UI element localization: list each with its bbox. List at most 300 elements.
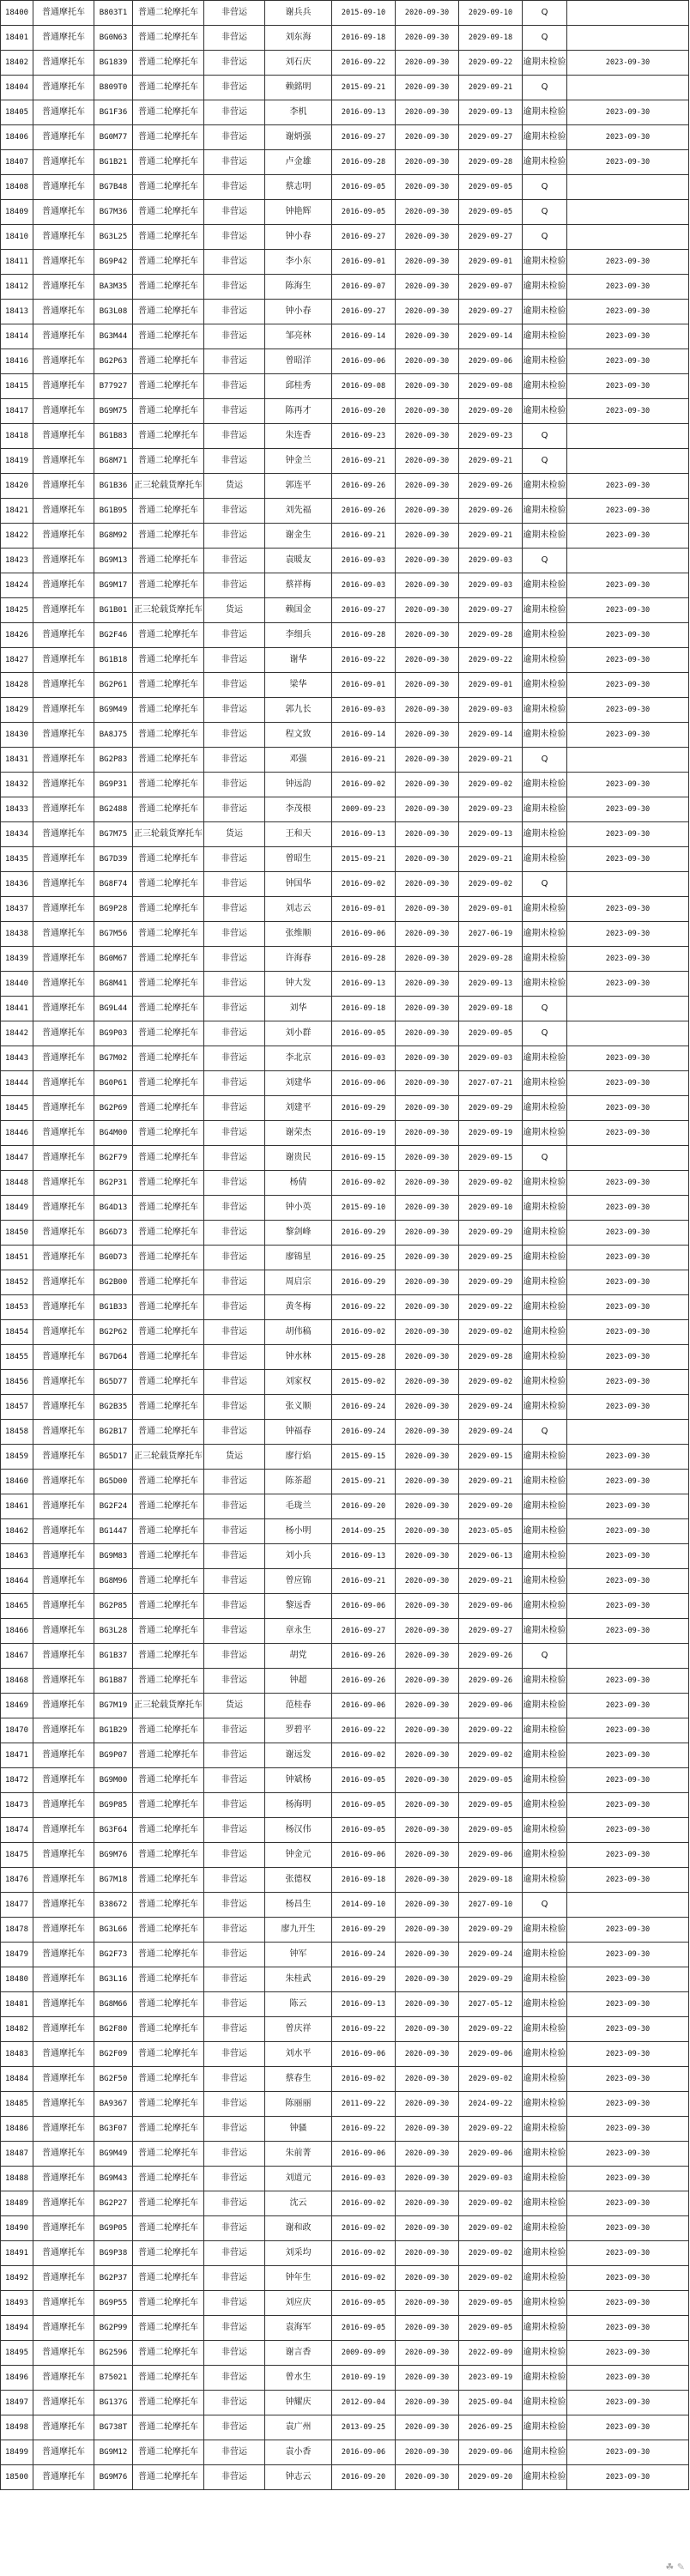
cell-scrap-date: 2029-09-22 [459, 1718, 523, 1743]
cell-overdue-date: 2023-09-30 [567, 897, 689, 922]
cell-name: 赖銘明 [265, 76, 332, 100]
cell-scrap-date: 2023-09-19 [459, 2366, 523, 2391]
cell-reg-date: 2016-09-13 [332, 822, 396, 847]
cell-name: 刘建平 [265, 1096, 332, 1121]
cell-scrap-date: 2029-09-06 [459, 2042, 523, 2067]
cell-inspect-date: 2020-09-30 [396, 1818, 459, 1843]
cell-id: 18475 [1, 1843, 33, 1868]
cell-model: 普通二轮摩托车 [133, 1868, 204, 1893]
cell-inspect-date: 2020-09-30 [396, 374, 459, 399]
cell-use: 非营运 [204, 1569, 265, 1594]
cell-id: 18492 [1, 2266, 33, 2291]
cell-status: 逾期未检验 [523, 1868, 567, 1893]
cell-name: 杨小明 [265, 1519, 332, 1544]
cell-scrap-date: 2029-09-20 [459, 399, 523, 424]
cell-name: 卢金雄 [265, 150, 332, 175]
table-row [1, 100, 689, 125]
cell-name: 钟国华 [265, 872, 332, 897]
cell-plate: BG1B83 [94, 424, 133, 449]
cell-reg-date: 2016-09-27 [332, 598, 396, 623]
cell-reg-date: 2016-09-06 [332, 2440, 396, 2465]
cell-inspect-date: 2020-09-30 [396, 399, 459, 424]
cell-type: 普通摩托车 [33, 1519, 94, 1544]
cell-model: 普通二轮摩托车 [133, 947, 204, 972]
cell-use: 非营运 [204, 1818, 265, 1843]
cell-reg-date: 2016-09-21 [332, 1569, 396, 1594]
cell-inspect-date: 2020-09-30 [396, 947, 459, 972]
table-row [1, 374, 689, 399]
cell-name: 蔡春生 [265, 2067, 332, 2092]
cell-type: 普通摩托车 [33, 275, 94, 300]
cell-status: 逾期未检验 [523, 1171, 567, 1196]
cell-overdue-date: 2023-09-30 [567, 1768, 689, 1793]
cell-name: 曾应锦 [265, 1569, 332, 1594]
cell-inspect-date: 2020-09-30 [396, 1943, 459, 1967]
cell-plate: BG137G [94, 2391, 133, 2415]
cell-plate: BG1447 [94, 1519, 133, 1544]
table-row [1, 549, 689, 573]
cell-status: 逾期未检验 [523, 2316, 567, 2341]
cell-scrap-date: 2029-09-21 [459, 847, 523, 872]
cell-scrap-date: 2029-09-28 [459, 1345, 523, 1370]
table-row [1, 573, 689, 598]
cell-plate: BG5D17 [94, 1445, 133, 1470]
cell-reg-date: 2016-09-29 [332, 1270, 396, 1295]
table-row [1, 424, 689, 449]
cell-reg-date: 2016-09-05 [332, 2316, 396, 2341]
cell-status: 逾期未检验 [523, 947, 567, 972]
cell-overdue-date: 2023-09-30 [567, 1295, 689, 1320]
cell-scrap-date: 2022-09-09 [459, 2341, 523, 2366]
cell-id: 18461 [1, 1494, 33, 1519]
table-row [1, 1768, 689, 1793]
cell-inspect-date: 2020-09-30 [396, 1644, 459, 1669]
cell-name: 朱连香 [265, 424, 332, 449]
cell-model: 普通二轮摩托车 [133, 549, 204, 573]
table-row [1, 1295, 689, 1320]
cell-scrap-date: 2029-09-13 [459, 972, 523, 997]
cell-scrap-date: 2029-09-27 [459, 125, 523, 150]
cell-model: 普通二轮摩托车 [133, 1, 204, 26]
cell-status: 逾期未检验 [523, 2465, 567, 2490]
cell-reg-date: 2016-09-06 [332, 1594, 396, 1619]
cell-inspect-date: 2020-09-30 [396, 300, 459, 324]
cell-id: 18497 [1, 2391, 33, 2415]
cell-name: 钟小春 [265, 225, 332, 250]
cell-name: 谢贵民 [265, 1146, 332, 1171]
cell-type: 普通摩托车 [33, 847, 94, 872]
cell-type: 普通摩托车 [33, 1395, 94, 1420]
cell-use: 非营运 [204, 922, 265, 947]
cell-overdue-date: 2023-09-30 [567, 623, 689, 648]
cell-use: 非营运 [204, 1420, 265, 1445]
cell-overdue-date: 2023-09-30 [567, 2216, 689, 2241]
cell-scrap-date: 2026-09-25 [459, 2415, 523, 2440]
cell-scrap-date: 2029-09-21 [459, 1569, 523, 1594]
cell-type: 普通摩托车 [33, 2216, 94, 2241]
cell-name: 钟金元 [265, 1843, 332, 1868]
cell-overdue-date: 2023-09-30 [567, 1694, 689, 1718]
cell-plate: BG1839 [94, 51, 133, 76]
cell-type: 普通摩托车 [33, 1868, 94, 1893]
table-row [1, 1370, 689, 1395]
cell-id: 18425 [1, 598, 33, 623]
cell-id: 18437 [1, 897, 33, 922]
cell-status: 逾期未检验 [523, 2167, 567, 2191]
cell-reg-date: 2016-09-06 [332, 349, 396, 374]
cell-plate: BG9M49 [94, 2142, 133, 2167]
cell-reg-date: 2015-09-10 [332, 1, 396, 26]
table-row [1, 698, 689, 723]
cell-inspect-date: 2020-09-30 [396, 2366, 459, 2391]
cell-status: 逾期未检验 [523, 1918, 567, 1943]
cell-status: Q [523, 26, 567, 51]
cell-reg-date: 2012-09-04 [332, 2391, 396, 2415]
cell-overdue-date: 2023-09-30 [567, 648, 689, 673]
cell-overdue-date: 2023-09-30 [567, 1494, 689, 1519]
cell-name: 刘道元 [265, 2167, 332, 2191]
cell-model: 普通二轮摩托车 [133, 1021, 204, 1046]
cell-type: 普通摩托车 [33, 773, 94, 797]
cell-status: 逾期未检验 [523, 822, 567, 847]
cell-name: 张维顺 [265, 922, 332, 947]
cell-reg-date: 2016-09-14 [332, 723, 396, 748]
cell-plate: BG2P27 [94, 2191, 133, 2216]
cell-type: 普通摩托车 [33, 26, 94, 51]
cell-scrap-date: 2029-09-18 [459, 26, 523, 51]
cell-name: 程文致 [265, 723, 332, 748]
cell-type: 普通摩托车 [33, 1246, 94, 1270]
cell-status: 逾期未检验 [523, 1470, 567, 1494]
cell-type: 普通摩托车 [33, 1046, 94, 1071]
cell-type: 普通摩托车 [33, 1, 94, 26]
cell-scrap-date: 2029-09-05 [459, 1021, 523, 1046]
cell-type: 普通摩托车 [33, 1694, 94, 1718]
cell-name: 廖锦星 [265, 1246, 332, 1270]
cell-plate: BG9M00 [94, 1768, 133, 1793]
cell-plate: BG2F50 [94, 2067, 133, 2092]
table-body [1, 1, 689, 2490]
cell-inspect-date: 2020-09-30 [396, 51, 459, 76]
cell-status: 逾期未检验 [523, 1768, 567, 1793]
cell-scrap-date: 2029-09-27 [459, 1619, 523, 1644]
table-row [1, 673, 689, 698]
cell-type: 普通摩托车 [33, 449, 94, 474]
cell-reg-date: 2016-09-06 [332, 922, 396, 947]
cell-scrap-date: 2027-07-21 [459, 1071, 523, 1096]
cell-name: 王和天 [265, 822, 332, 847]
cell-overdue-date: 2023-09-30 [567, 673, 689, 698]
table-row [1, 822, 689, 847]
cell-status: 逾期未检验 [523, 349, 567, 374]
cell-plate: BG8M41 [94, 972, 133, 997]
cell-overdue-date: 2023-09-30 [567, 947, 689, 972]
cell-overdue-date: 2023-09-30 [567, 2067, 689, 2092]
cell-use: 非营运 [204, 449, 265, 474]
cell-overdue-date: 2023-09-30 [567, 100, 689, 125]
cell-plate: BG3M44 [94, 324, 133, 349]
cell-model: 普通二轮摩托车 [133, 847, 204, 872]
cell-name: 杨倩 [265, 1171, 332, 1196]
cell-inspect-date: 2020-09-30 [396, 1046, 459, 1071]
cell-scrap-date: 2024-09-22 [459, 2092, 523, 2117]
cell-type: 普通摩托车 [33, 2465, 94, 2490]
cell-use: 非营运 [204, 1246, 265, 1270]
cell-type: 普通摩托车 [33, 200, 94, 225]
cell-overdue-date: 2023-09-30 [567, 1370, 689, 1395]
cell-use: 非营运 [204, 1046, 265, 1071]
cell-scrap-date: 2029-09-26 [459, 1669, 523, 1694]
cell-name: 谢兵兵 [265, 1, 332, 26]
cell-type: 普通摩托车 [33, 1743, 94, 1768]
cell-name: 钟福春 [265, 1420, 332, 1445]
cell-inspect-date: 2020-09-30 [396, 2216, 459, 2241]
cell-model: 正三轮载货摩托车 [133, 598, 204, 623]
table-row [1, 1669, 689, 1694]
cell-plate: BG7M18 [94, 1868, 133, 1893]
cell-inspect-date: 2020-09-30 [396, 1270, 459, 1295]
cell-inspect-date: 2020-09-30 [396, 1420, 459, 1445]
cell-plate: BG3L08 [94, 300, 133, 324]
cell-use: 非营运 [204, 947, 265, 972]
cell-id: 18409 [1, 200, 33, 225]
cell-plate: BG2P99 [94, 2316, 133, 2341]
table-row [1, 1345, 689, 1370]
table-row [1, 76, 689, 100]
cell-overdue-date: 2023-09-30 [567, 300, 689, 324]
cell-name: 谢言香 [265, 2341, 332, 2366]
table-row [1, 2241, 689, 2266]
cell-overdue-date: 2023-09-30 [567, 1544, 689, 1569]
cell-use: 非营运 [204, 1918, 265, 1943]
cell-overdue-date [567, 175, 689, 200]
table-row [1, 150, 689, 175]
cell-name: 周启宗 [265, 1270, 332, 1295]
cell-type: 普通摩托车 [33, 1544, 94, 1569]
cell-id: 18408 [1, 175, 33, 200]
cell-name: 沈云 [265, 2191, 332, 2216]
cell-inspect-date: 2020-09-30 [396, 2067, 459, 2092]
cell-plate: BG9P28 [94, 897, 133, 922]
cell-type: 普通摩托车 [33, 1768, 94, 1793]
cell-plate: BG0N63 [94, 26, 133, 51]
cell-type: 普通摩托车 [33, 972, 94, 997]
cell-scrap-date: 2029-09-28 [459, 623, 523, 648]
cell-scrap-date: 2029-09-23 [459, 797, 523, 822]
cell-reg-date: 2016-09-15 [332, 1146, 396, 1171]
cell-plate: BG1B95 [94, 499, 133, 524]
cell-id: 18469 [1, 1694, 33, 1718]
cell-status: 逾期未检验 [523, 1992, 567, 2017]
cell-reg-date: 2016-09-18 [332, 1868, 396, 1893]
cell-plate: BG2F09 [94, 2042, 133, 2067]
cell-reg-date: 2016-09-24 [332, 1395, 396, 1420]
cell-name: 钟志云 [265, 2465, 332, 2490]
cell-plate: B803T1 [94, 1, 133, 26]
cell-plate: BG7M75 [94, 822, 133, 847]
cell-status: 逾期未检验 [523, 723, 567, 748]
cell-inspect-date: 2020-09-30 [396, 2142, 459, 2167]
cell-plate: BG2P69 [94, 1096, 133, 1121]
cell-scrap-date: 2027-06-19 [459, 922, 523, 947]
cell-name: 李机 [265, 100, 332, 125]
cell-status: 逾期未检验 [523, 1071, 567, 1096]
cell-model: 普通二轮摩托车 [133, 673, 204, 698]
watermark-logo: ☘ ✎ [665, 2561, 685, 2573]
table-row [1, 1694, 689, 1718]
cell-model: 普通二轮摩托车 [133, 1221, 204, 1246]
cell-overdue-date: 2023-09-30 [567, 2092, 689, 2117]
table-row [1, 1793, 689, 1818]
cell-plate: BG9P85 [94, 1793, 133, 1818]
cell-name: 郭九长 [265, 698, 332, 723]
cell-reg-date: 2016-09-27 [332, 1619, 396, 1644]
cell-inspect-date: 2020-09-30 [396, 997, 459, 1021]
table-row [1, 972, 689, 997]
cell-scrap-date: 2029-09-14 [459, 723, 523, 748]
cell-scrap-date: 2029-09-03 [459, 573, 523, 598]
cell-plate: BG9P05 [94, 2216, 133, 2241]
cell-inspect-date: 2020-09-30 [396, 2266, 459, 2291]
cell-inspect-date: 2020-09-30 [396, 26, 459, 51]
cell-scrap-date: 2029-09-06 [459, 1843, 523, 1868]
cell-use: 货运 [204, 822, 265, 847]
cell-inspect-date: 2020-09-30 [396, 2167, 459, 2191]
cell-id: 18467 [1, 1644, 33, 1669]
cell-status: 逾期未检验 [523, 2266, 567, 2291]
cell-id: 18450 [1, 1221, 33, 1246]
cell-name: 蔡祥梅 [265, 573, 332, 598]
cell-inspect-date: 2020-09-30 [396, 648, 459, 673]
cell-reg-date: 2016-09-13 [332, 1992, 396, 2017]
cell-name: 谢远发 [265, 1743, 332, 1768]
cell-scrap-date: 2029-09-02 [459, 2241, 523, 2266]
cell-inspect-date: 2020-09-30 [396, 1669, 459, 1694]
cell-id: 18453 [1, 1295, 33, 1320]
cell-use: 货运 [204, 474, 265, 499]
cell-scrap-date: 2029-09-02 [459, 1370, 523, 1395]
cell-inspect-date: 2020-09-30 [396, 1843, 459, 1868]
cell-inspect-date: 2020-09-30 [396, 175, 459, 200]
cell-model: 普通二轮摩托车 [133, 349, 204, 374]
cell-use: 非营运 [204, 1295, 265, 1320]
cell-use: 非营运 [204, 2117, 265, 2142]
table-row [1, 499, 689, 524]
cell-type: 普通摩托车 [33, 1345, 94, 1370]
cell-reg-date: 2016-09-27 [332, 225, 396, 250]
cell-type: 普通摩托车 [33, 2266, 94, 2291]
cell-use: 非营运 [204, 1893, 265, 1918]
cell-scrap-date: 2029-09-22 [459, 648, 523, 673]
cell-plate: BG2P31 [94, 1171, 133, 1196]
table-row [1, 2191, 689, 2216]
cell-type: 普通摩托车 [33, 499, 94, 524]
cell-name: 刘华 [265, 997, 332, 1021]
cell-scrap-date: 2029-09-21 [459, 449, 523, 474]
cell-plate: BG2F73 [94, 1943, 133, 1967]
cell-name: 钟小英 [265, 1196, 332, 1221]
cell-scrap-date: 2029-09-07 [459, 275, 523, 300]
cell-id: 18434 [1, 822, 33, 847]
cell-plate: B75021 [94, 2366, 133, 2391]
cell-inspect-date: 2020-09-30 [396, 1221, 459, 1246]
cell-id: 18471 [1, 1743, 33, 1768]
cell-reg-date: 2016-09-05 [332, 1818, 396, 1843]
cell-type: 普通摩托车 [33, 1992, 94, 2017]
cell-model: 普通二轮摩托车 [133, 2167, 204, 2191]
cell-name: 李北京 [265, 1046, 332, 1071]
cell-use: 非营运 [204, 1793, 265, 1818]
cell-use: 非营运 [204, 1868, 265, 1893]
cell-overdue-date: 2023-09-30 [567, 1669, 689, 1694]
cell-id: 18477 [1, 1893, 33, 1918]
cell-use: 非营运 [204, 1669, 265, 1694]
cell-use: 非营运 [204, 100, 265, 125]
cell-type: 普通摩托车 [33, 1071, 94, 1096]
cell-reg-date: 2016-09-21 [332, 524, 396, 549]
cell-inspect-date: 2020-09-30 [396, 150, 459, 175]
cell-scrap-date: 2027-09-10 [459, 1893, 523, 1918]
table-row [1, 2167, 689, 2191]
cell-model: 普通二轮摩托车 [133, 1270, 204, 1295]
cell-id: 18433 [1, 797, 33, 822]
cell-use: 非营运 [204, 26, 265, 51]
cell-status: 逾期未检验 [523, 1818, 567, 1843]
cell-name: 刘石庆 [265, 51, 332, 76]
cell-id: 18451 [1, 1246, 33, 1270]
cell-status: 逾期未检验 [523, 623, 567, 648]
cell-type: 普通摩托车 [33, 349, 94, 374]
cell-overdue-date [567, 424, 689, 449]
cell-id: 18440 [1, 972, 33, 997]
cell-plate: BG1B33 [94, 1295, 133, 1320]
cell-overdue-date: 2023-09-30 [567, 2415, 689, 2440]
table-row [1, 349, 689, 374]
cell-model: 普通二轮摩托车 [133, 1967, 204, 1992]
cell-use: 非营运 [204, 250, 265, 275]
cell-plate: BG738T [94, 2415, 133, 2440]
cell-overdue-date: 2023-09-30 [567, 598, 689, 623]
cell-inspect-date: 2020-09-30 [396, 2415, 459, 2440]
table-row [1, 1146, 689, 1171]
cell-model: 普通二轮摩托车 [133, 499, 204, 524]
cell-type: 普通摩托车 [33, 1196, 94, 1221]
cell-inspect-date: 2020-09-30 [396, 324, 459, 349]
cell-status: 逾期未检验 [523, 1494, 567, 1519]
cell-status: 逾期未检验 [523, 399, 567, 424]
cell-use: 非营运 [204, 424, 265, 449]
cell-use: 非营运 [204, 2167, 265, 2191]
cell-use: 非营运 [204, 549, 265, 573]
cell-type: 普通摩托车 [33, 549, 94, 573]
cell-id: 18442 [1, 1021, 33, 1046]
cell-use: 非营运 [204, 698, 265, 723]
cell-plate: BG2P62 [94, 1320, 133, 1345]
cell-reg-date: 2016-09-18 [332, 26, 396, 51]
cell-plate: BG1F36 [94, 100, 133, 125]
table-row [1, 1519, 689, 1544]
cell-reg-date: 2014-09-25 [332, 1519, 396, 1544]
table-row [1, 1743, 689, 1768]
cell-use: 非营运 [204, 51, 265, 76]
cell-scrap-date: 2023-05-05 [459, 1519, 523, 1544]
cell-plate: BG8M66 [94, 1992, 133, 2017]
cell-reg-date: 2016-09-08 [332, 374, 396, 399]
cell-type: 普通摩托车 [33, 623, 94, 648]
cell-reg-date: 2016-09-05 [332, 2291, 396, 2316]
cell-status: 逾期未检验 [523, 1967, 567, 1992]
cell-model: 普通二轮摩托车 [133, 150, 204, 175]
